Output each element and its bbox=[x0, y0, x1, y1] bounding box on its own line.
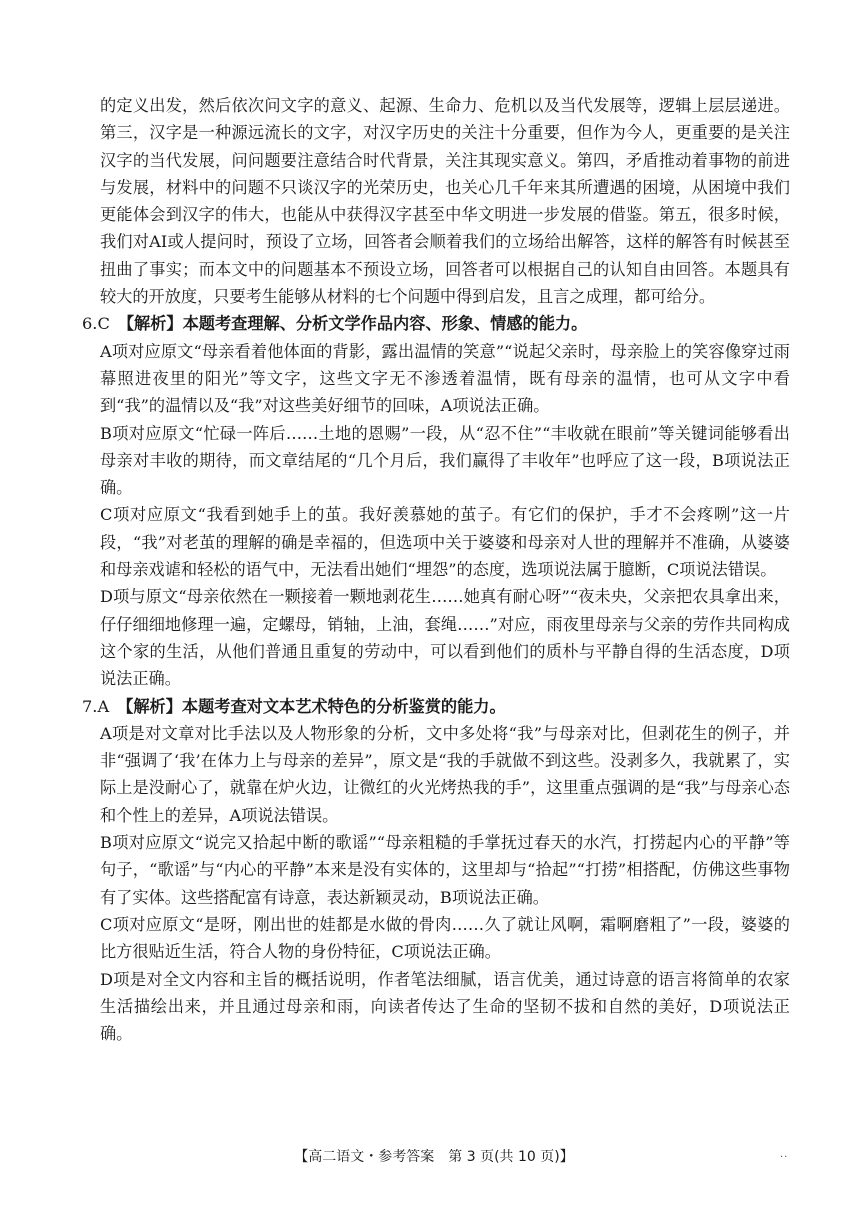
question-7-option-a: A项是对文章对比手法以及人物形象的分析，文中多处将“我”与母亲对比，但剥花生的例子，并非“强调了‘我’在体力上与母亲的差异”，原文是“我的手就做不到这些。没剥多久，我就累了，实际上是没耐心了，就靠在炉火边，让微红的火光烤热我的手”，这里重点强调的是“我”与母亲心态和个性上的差异，A项说法错误。 bbox=[100, 723, 790, 825]
footer-dots: ·· bbox=[780, 1152, 789, 1163]
question-6-option-c: C项对应原文“我看到她手上的茧。我好羡慕她的茧子。有它们的保护，手才不会疼咧”这一片段，“我”对老茧的理解的确是幸福的，但选项中关于婆婆和母亲对人世的理解并不准确，从婆婆和母亲戏谑和轻松的语气中，无法看出她们“埋怨”的态度，选项说法属于臆断，C项说法错误。 bbox=[100, 505, 790, 580]
question-7-heading-text: 本题考查对文本艺术特色的分析鉴赏的能力。 bbox=[181, 696, 506, 716]
question-6-answer: C bbox=[97, 314, 110, 334]
continued-paragraph: 的定义出发，然后依次问文字的意义、起源、生命力、危机以及当代发展等，逻辑上层层递进。第三，汉字是一种源远流长的文字，对汉字历史的关注十分重要，但作为今人，更重要的是关注汉字的当代发展，问问题要注意结合时代背景，关注其现实意义。第四，矛盾推动着事物的前进与发展，材料中的问题不只谈汉字的光荣历史，也关心几千年来其所遭遇的困境，从困境中我们更能体会到汉字的伟大，也能从中获得汉字甚至中华文明进一步发展的借鉴。第五，很多时候，我们对AI或人提问时，预设了立场，回答者会顺着我们的立场给出解答，这样的解答有时候甚至扭曲了事实；而本文中的问题基本不预设立场，回答者可以根据自己的认知自由回答。本题具有较大的开放度，只要考生能够从材料的七个问题中得到启发，且言之成理，都可给分。 bbox=[100, 96, 790, 307]
question-6-heading-text: 本题考查理解、分析文学作品内容、形象、情感的能力。 bbox=[182, 314, 588, 334]
question-6-option-d: D项与原文“母亲依然在一颗接着一颗地剥花生……她真有耐心呀”“夜未央，父亲把农具拿出来，仔仔细细地修理一遍，定螺母，销轴，上油，套绳……”对应，雨夜里母亲与父亲的劳作共同构成这个家的生活，从他们普通且重复的劳动中，可以看到他们的质朴与平静自得的生活态度，D项说法正确。 bbox=[100, 587, 790, 689]
question-7-option-c: C项对应原文“是呀，刚出世的娃都是水做的骨肉……久了就让风啊，霜啊磨粗了”一段，婆婆的比方很贴近生活，符合人物的身份特征，C项说法正确。 bbox=[100, 914, 790, 962]
question-6-heading bbox=[82, 310, 790, 337]
question-7-answer: A bbox=[97, 696, 110, 716]
question-7-heading bbox=[82, 693, 790, 720]
answer-content bbox=[82, 92, 790, 1047]
question-7-option-d: D项是对全文内容和主旨的概括说明，作者笔法细腻，语言优美，通过诗意的语言将简单的农家生活描绘出来，并且通过母亲和雨，向读者传达了生命的坚韧不拔和自然的美好，D项说法正确。 bbox=[100, 969, 790, 1044]
page-footer: 【高二语文・参考答案 第 3 页(共 10 页)】 bbox=[294, 1149, 574, 1165]
question-7-option-b: B项对应原文“说完又拾起中断的歌谣”“母亲粗糙的手掌抚过春天的水汽，打捞起内心的平静”等句子，“歌谣”与“内心的平静”本来是没有实体的，这里却与“拾起”“打捞”相搭配，仿佛这些事物有了实体。这些搭配富有诗意，表达新颖灵动，B项说法正确。 bbox=[100, 833, 790, 907]
question-7-analysis-tag: 【解析】 bbox=[117, 696, 182, 716]
question-7-number: 7. bbox=[82, 696, 98, 716]
question-6-option-b: B项对应原文“忙碌一阵后……土地的恩赐”一段，从“忍不住”“丰收就在眼前”等关键词能够看出母亲对丰收的期待，而文章结尾的“几个月后，我们赢得了丰收年”也呼应了这一段，B项说法正确。 bbox=[100, 423, 790, 498]
question-7 bbox=[82, 693, 790, 1048]
question-6 bbox=[82, 310, 790, 692]
question-6-option-a: A项对应原文“母亲看着他体面的背影，露出温情的笑意”“说起父亲时，母亲脸上的笑容像穿过雨幕照进夜里的阳光”等文字，这些文字无不渗透着温情，既有母亲的温情，也可从文字中看到“我”的温情以及“我”对这些美好细节的回味，A项说法正确。 bbox=[100, 341, 790, 416]
question-6-analysis-tag: 【解析】 bbox=[117, 314, 183, 334]
question-6-number: 6. bbox=[82, 314, 98, 334]
